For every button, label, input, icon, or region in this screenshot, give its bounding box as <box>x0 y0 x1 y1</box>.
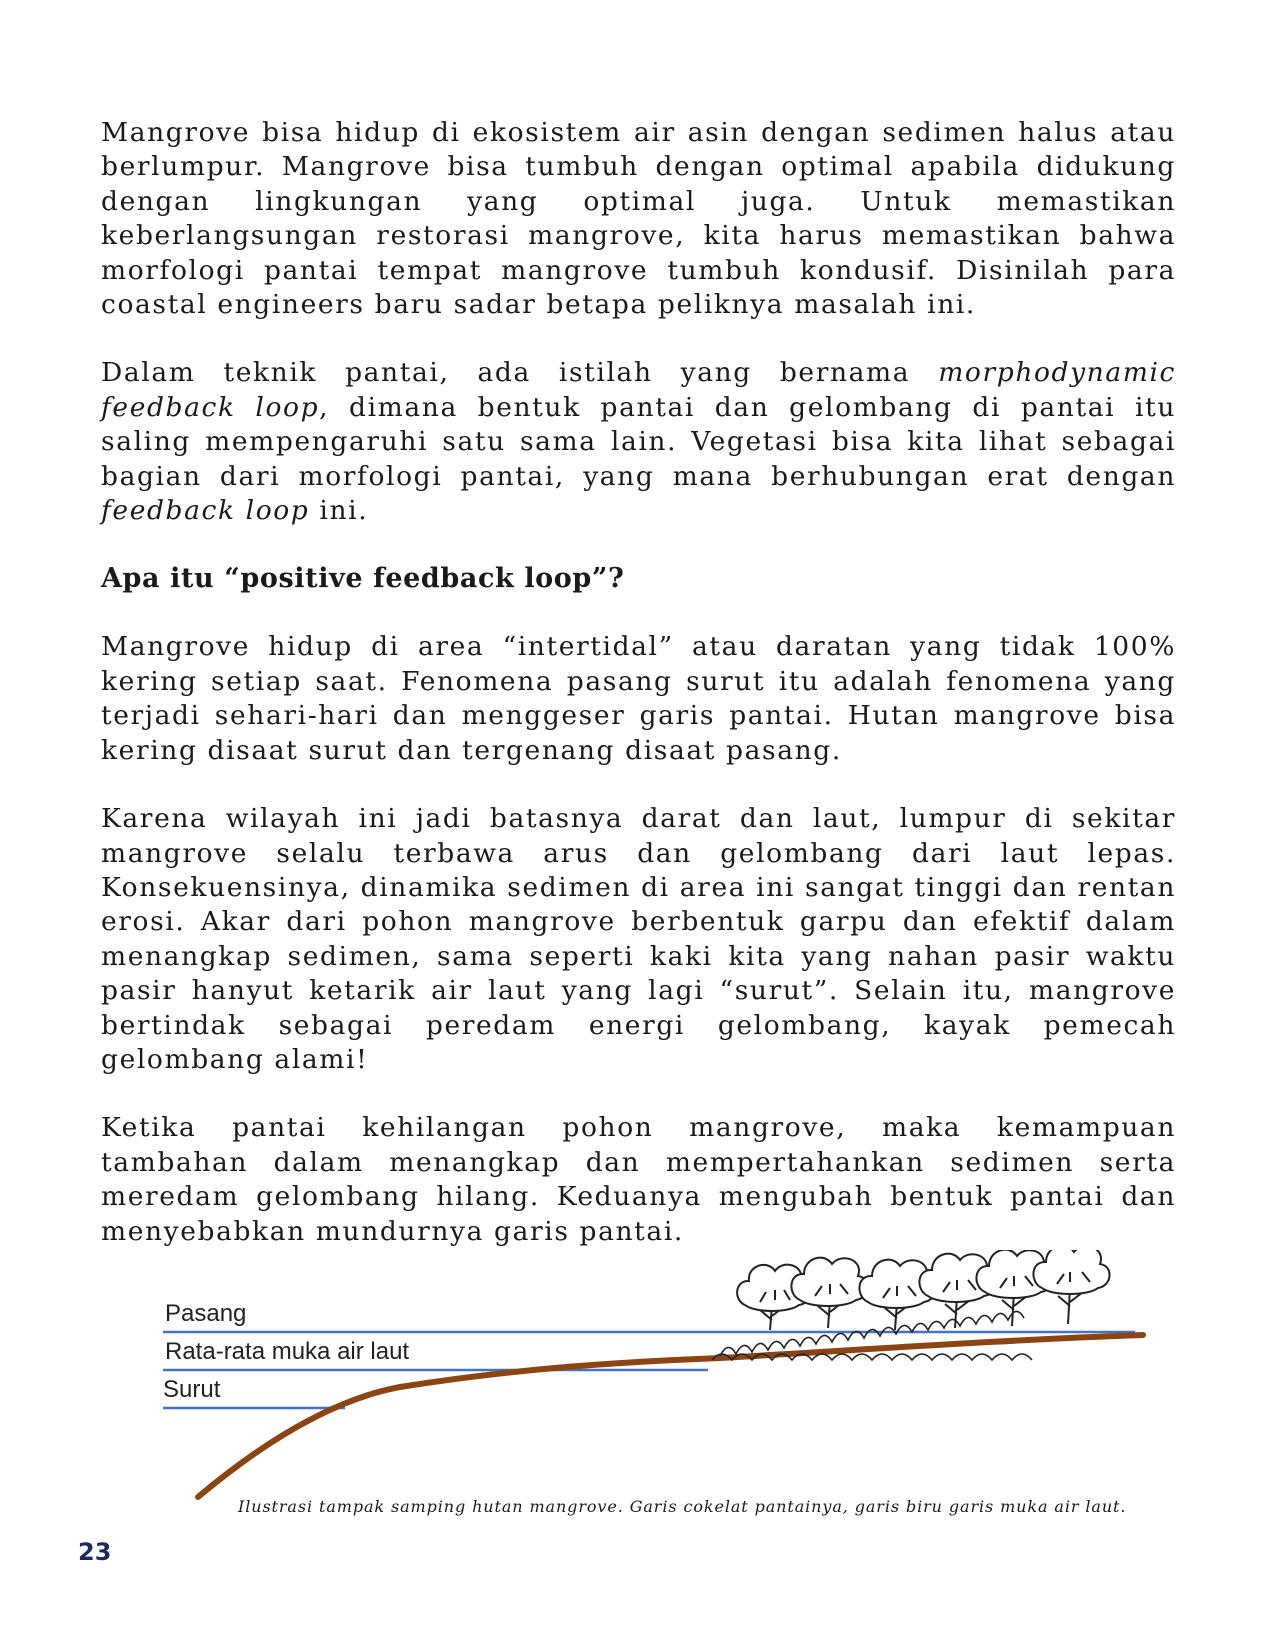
figure-caption: Ilustrasi tampak samping hutan mangrove. Garis cokelat pantainya, garis biru garis muka air laut. <box>238 1497 1127 1516</box>
label-rata-rata: Rata-rata muka air laut <box>165 1338 410 1365</box>
paragraph-2 <box>101 356 1176 528</box>
paragraph-2-part-e: ini. <box>309 495 369 527</box>
term-feedback-loop: feedback loop <box>101 495 310 527</box>
label-pasang: Pasang <box>165 1300 247 1327</box>
body-text <box>101 116 1176 1249</box>
paragraph-3: Mangrove hidup di area “intertidal” atau daratan yang tidak 100% kering setiap saat. Fenomena pasang surut itu adalah fenomena yang terjadi sehari-hari dan menggeser garis pantai. Hutan mangrove bisa kering disaat surut dan tergenang disaat pasang. <box>101 631 1176 766</box>
paragraph-1: Mangrove bisa hidup di ekosistem air asin dengan sedimen halus atau berlumpur. Mangrove bisa tumbuh dengan optimal apabila didukung dengan lingkungan yang optimal juga. Untuk memastikan keberlangsungan restorasi mangrove, kita harus memastikan bahwa morfologi pantai tempat mangrove tumbuh kondusif. Disinilah para coastal engineers baru sadar betapa peliknya masalah ini. <box>101 117 1176 321</box>
paragraph-4: Karena wilayah ini jadi batasnya darat dan laut, lumpur di sekitar mangrove selalu terbawa arus dan gelombang dari laut lepas. Konsekuensinya, dinamika sedimen di area ini sangat tinggi dan rentan erosi. Akar dari pohon mangrove berbentuk garpu dan efektif dalam menangkap sedimen, sama seperti kaki kita yang nahan pasir waktu pasir hanyut ketarik air laut yang lagi “surut”. Selain itu, mangrove bertindak sebagai peredam energi gelombang, kayak pemecah gelombang alami! <box>101 803 1176 1075</box>
paragraph-2-part-a: Dalam teknik pantai, ada istilah yang bernama <box>101 357 939 389</box>
section-heading: Apa itu “positive feedback loop”? <box>101 563 625 595</box>
label-surut: Surut <box>163 1376 221 1403</box>
paragraph-5: Ketika pantai kehilangan pohon mangrove, maka kemampuan tambahan dalam menangkap dan mempertahankan sedimen serta meredam gelombang hilang. Keduanya mengubah bentuk pantai dan menyebabkan mundurnya garis pantai. <box>101 1112 1176 1247</box>
tree-6 <box>1033 1250 1109 1324</box>
page-number: 23 <box>78 1538 112 1566</box>
tree-2 <box>791 1258 867 1328</box>
term-morphodynamic-feedback-loop: morphodynamic feedback loop <box>101 357 1176 423</box>
mangrove-trees <box>737 1250 1109 1330</box>
paragraph-2-part-c: , dimana bentuk pantai dan gelombang di pantai itu saling mempengaruhi satu sama lain. Vegetasi bisa kita lihat sebagai bagian dari morfologi pantai, yang mana berhubungan erat dengan <box>101 391 1177 492</box>
